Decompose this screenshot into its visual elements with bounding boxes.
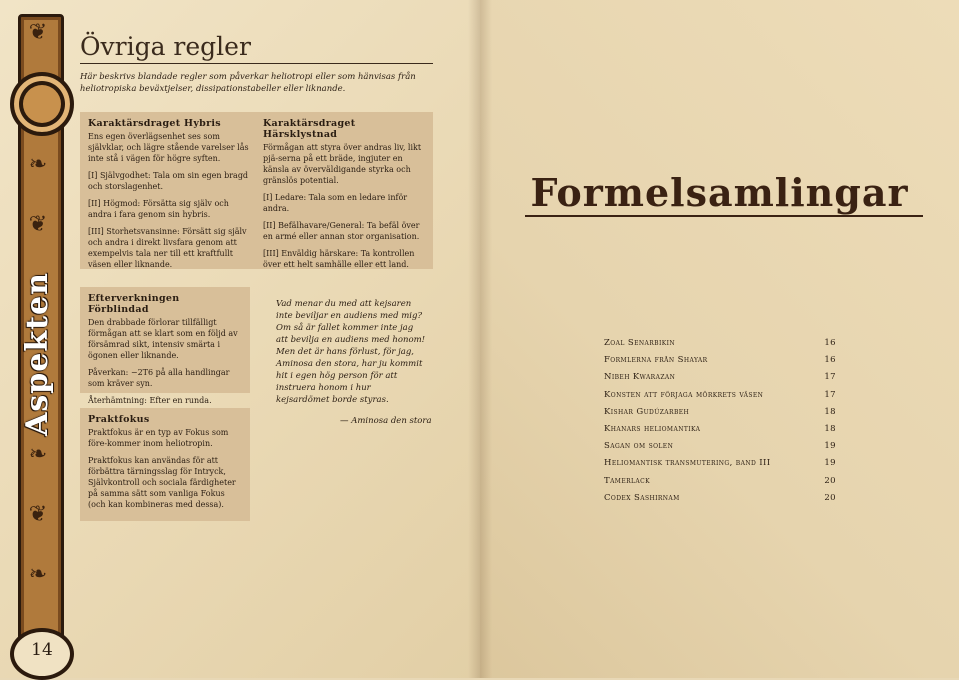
trait-heading: Karaktärsdraget Hybris <box>88 118 221 129</box>
toc-entry[interactable] <box>604 390 836 407</box>
trait-paragraph: [III] Storhetsvansinne: Försätt sig själv och andra i direkt livsfara genom att exempelvis tala ner till ett kraftfullt väsen eller liknande. <box>88 227 247 269</box>
toc-entry[interactable] <box>604 458 836 475</box>
toc-entry-title: Zoal Senarbikin <box>604 338 676 348</box>
quote-block <box>276 298 426 406</box>
chapter-title: Formelsamlingar <box>530 170 909 215</box>
page-number: 14 <box>31 640 53 660</box>
leaf-ornament-icon: ❦ <box>28 502 48 527</box>
table-of-contents <box>604 338 836 510</box>
toc-entry-page: 20 <box>824 475 836 486</box>
toc-entry-title: Kishar Gudúzarbeh <box>604 406 690 417</box>
toc-entry[interactable] <box>604 338 836 355</box>
leaf-ornament-icon: ❦ <box>28 212 48 237</box>
toc-entry[interactable] <box>604 424 836 441</box>
leaf-ornament-icon: ❧ <box>28 442 48 467</box>
toc-entry-page: 19 <box>824 441 836 452</box>
page-number-medallion <box>10 628 74 680</box>
toc-entry[interactable] <box>604 493 836 510</box>
toc-entry-page: 18 <box>824 406 836 417</box>
quote-line: Men det är hans förlust, för jag, Aminosa den stora, har ju kommit hit i egen hög person för att instruera honom i hur kejsardömet borde styras. <box>276 347 423 405</box>
praktfokus-paragraph: Praktfokus kan användas för att förbättra tärningsslag för Intryck, Självkontroll och sociala färdigheter på samma sätt som vanliga Fokus (och kan kombineras med dessa). <box>88 456 236 509</box>
trait-paragraph: Ens egen överlägsenhet ses som självklar, och lägre stående varelser lås inte stå i vägen för högre syften. <box>88 132 249 163</box>
effect-paragraph: Påverkan: −2T6 på alla handlingar som kräver syn. <box>88 368 230 388</box>
chapter-title-divider <box>525 215 923 217</box>
trait-paragraph: [I] Självgodhet: Tala om sin egen bragd och storslagenhet. <box>88 171 249 191</box>
toc-entry-title: Tamerlack <box>604 475 651 486</box>
trait-heading: Karaktärsdraget Härsklystnad <box>263 118 356 140</box>
toc-entry-page: 16 <box>824 338 836 348</box>
leaf-ornament-icon: ❧ <box>28 562 48 587</box>
decorative-border <box>12 14 66 664</box>
toc-entry[interactable] <box>604 441 836 458</box>
section-tab-label: Aspekten <box>20 272 55 436</box>
praktfokus-heading: Praktfokus <box>88 414 150 425</box>
toc-entry-title: Khanars heliomantika <box>604 423 701 434</box>
intro-text: Här beskrivs blandade regler som påverkar heliotropi eller som hänvisas från heliotropiska beväxtjelser, dissipationstabeller eller liknande. <box>80 72 416 94</box>
toc-entry-title: Sagan om solen <box>604 441 674 452</box>
page-title: Övriga regler <box>80 32 251 61</box>
toc-entry[interactable] <box>604 372 836 389</box>
toc-entry-page: 16 <box>824 355 836 366</box>
toc-entry-title: Formlerna från Shayar <box>604 355 708 366</box>
effect-paragraph: Återhämtning: Efter en runda. <box>88 396 212 405</box>
toc-entry-page: 18 <box>824 423 836 434</box>
toc-entry[interactable] <box>604 476 836 493</box>
toc-entry-page: 17 <box>824 389 836 400</box>
effect-paragraph: Den drabbade förlorar tillfälligt förmågan att se klart som en följd av försämrad sikt, intensiv smärta i ögonen eller liknande. <box>88 318 238 360</box>
toc-entry-title: Nibeh Kwarazan <box>604 372 676 383</box>
trait-paragraph: [I] Ledare: Tala som en ledare inför andra. <box>263 193 408 213</box>
quote-attribution: — Aminosa den stora <box>340 416 432 426</box>
trait-paragraph: [II] Högmod: Försätta sig själv och andra i fara genom sin hybris. <box>88 199 229 219</box>
toc-entry-page: 19 <box>824 458 836 469</box>
toc-entry[interactable] <box>604 355 836 372</box>
trait-paragraph: [III] Enväldig härskare: Ta kontrollen över ett helt samhälle eller ett land. <box>263 249 415 269</box>
trait-paragraph: [II] Befälhavare/General: Ta befäl över en armé eller annan stor organisation. <box>263 221 420 241</box>
leaf-ornament-icon: ❧ <box>28 152 48 177</box>
praktfokus-box <box>80 408 250 521</box>
scroll-ornament-icon: ❦ <box>28 20 48 45</box>
trait-harsklystnad <box>263 118 427 276</box>
title-divider <box>80 63 433 64</box>
toc-entry-page: 17 <box>824 372 836 383</box>
book-spine <box>468 0 492 678</box>
praktfokus-paragraph: Praktfokus är en typ av Fokus som före-kommer inom heliotropin. <box>88 428 229 448</box>
toc-entry-page: 20 <box>824 492 836 503</box>
toc-entry[interactable] <box>604 407 836 424</box>
toc-entry-title: Heliomantisk transmutering, band III <box>604 458 771 469</box>
toc-entry-title: Codex Sashirnam <box>604 492 680 503</box>
character-traits-box <box>80 112 433 269</box>
quote-line: Vad menar du med att kejsaren inte beviljar en audiens med mig? Om så är fallet kommer inte jag att bevilja en audiens med honom! <box>276 299 426 345</box>
medallion-ornament <box>10 72 74 136</box>
toc-entry-title: Konsten att förjaga mörkrets väsen <box>604 389 764 400</box>
effect-heading: Efterverkningen Förblindad <box>88 293 180 315</box>
trait-hybris <box>88 118 252 276</box>
trait-paragraph: Förmågan att styra över andras liv, likt pjä-serna på ett bräde, ingjuter en känsla av överväldigande styrka och gränslös potential. <box>263 143 422 185</box>
effect-blinded-box <box>80 287 250 405</box>
